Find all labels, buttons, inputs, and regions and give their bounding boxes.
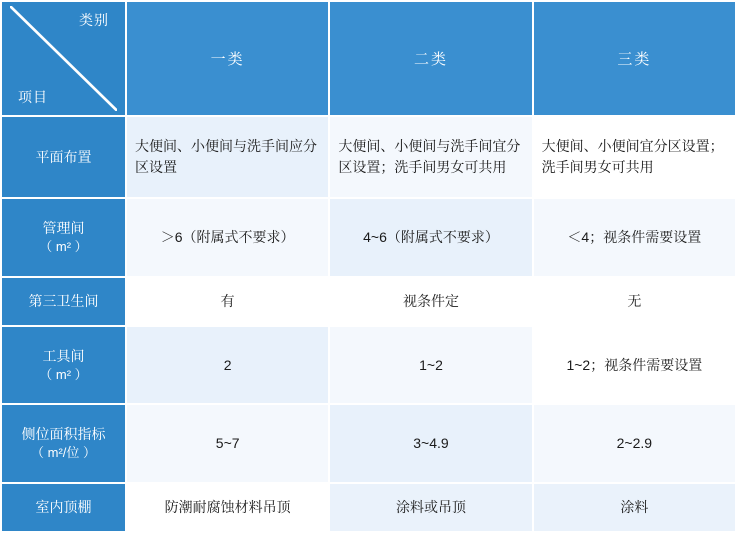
cell-r5-c0: 防潮耐腐蚀材料吊顶 <box>126 483 329 532</box>
row-header-third-restroom <box>1 277 126 326</box>
cell-r1-c0: ＞6（附属式不要求） <box>126 198 329 276</box>
row-header-unit: （ m²/位 ） <box>31 445 96 461</box>
cell-r4-c0: 5~7 <box>126 404 329 482</box>
column-header-3: 三类 <box>533 1 736 116</box>
cell-r3-c0: 2 <box>126 326 329 404</box>
cell-r3-c1: 1~2 <box>329 326 532 404</box>
row-header-label: 管理间 <box>42 220 85 237</box>
cell-r5-c2: 涂料 <box>533 483 736 532</box>
cell-r2-c2: 无 <box>533 277 736 326</box>
cell-r4-c1: 3~4.9 <box>329 404 532 482</box>
row-header-unit: （ m² ） <box>39 366 88 382</box>
table-row <box>1 483 736 532</box>
cell-r1-c1: 4~6（附属式不要求） <box>329 198 532 276</box>
table-row <box>1 277 736 326</box>
row-header-label: 第三卫生间 <box>28 293 99 310</box>
cell-r2-c1: 视条件定 <box>329 277 532 326</box>
table-row <box>1 404 736 482</box>
cell-r3-c2: 1~2；视条件需要设置 <box>533 326 736 404</box>
row-header-unit: （ m² ） <box>39 239 88 255</box>
column-header-1: 一类 <box>126 1 329 116</box>
cell-r2-c0: 有 <box>126 277 329 326</box>
table-row <box>1 198 736 276</box>
row-header-tool-room <box>1 326 126 404</box>
table-row <box>1 326 736 404</box>
cell-r5-c1: 涂料或吊顶 <box>329 483 532 532</box>
cell-r0-c0: 大便间、小便间与洗手间应分区设置 <box>126 116 329 199</box>
row-header-management-room <box>1 198 126 276</box>
row-header-label: 室内顶棚 <box>35 499 92 516</box>
corner-header-cell <box>1 1 126 116</box>
row-header-ceiling <box>1 483 126 532</box>
row-header-label: 平面布置 <box>35 148 92 165</box>
corner-category-label: 类别 <box>79 12 109 28</box>
cell-r0-c1: 大便间、小便间与洗手间宜分区设置；洗手间男女可共用 <box>329 116 532 199</box>
corner-inner <box>10 6 117 111</box>
row-header-label: 工具间 <box>42 347 85 364</box>
row-header-plane-layout <box>1 116 126 199</box>
corner-item-label: 项目 <box>18 88 48 105</box>
row-header-area-index <box>1 404 126 482</box>
row-header-label: 侧位面积指标 <box>21 425 106 442</box>
cell-r4-c2: 2~2.9 <box>533 404 736 482</box>
table-row <box>1 116 736 199</box>
table-header-row <box>1 1 736 116</box>
cell-r0-c2: 大便间、小便间宜分区设置；洗手间男女可共用 <box>533 116 736 199</box>
cell-r1-c2: ＜4；视条件需要设置 <box>533 198 736 276</box>
column-header-2: 二类 <box>329 1 532 116</box>
